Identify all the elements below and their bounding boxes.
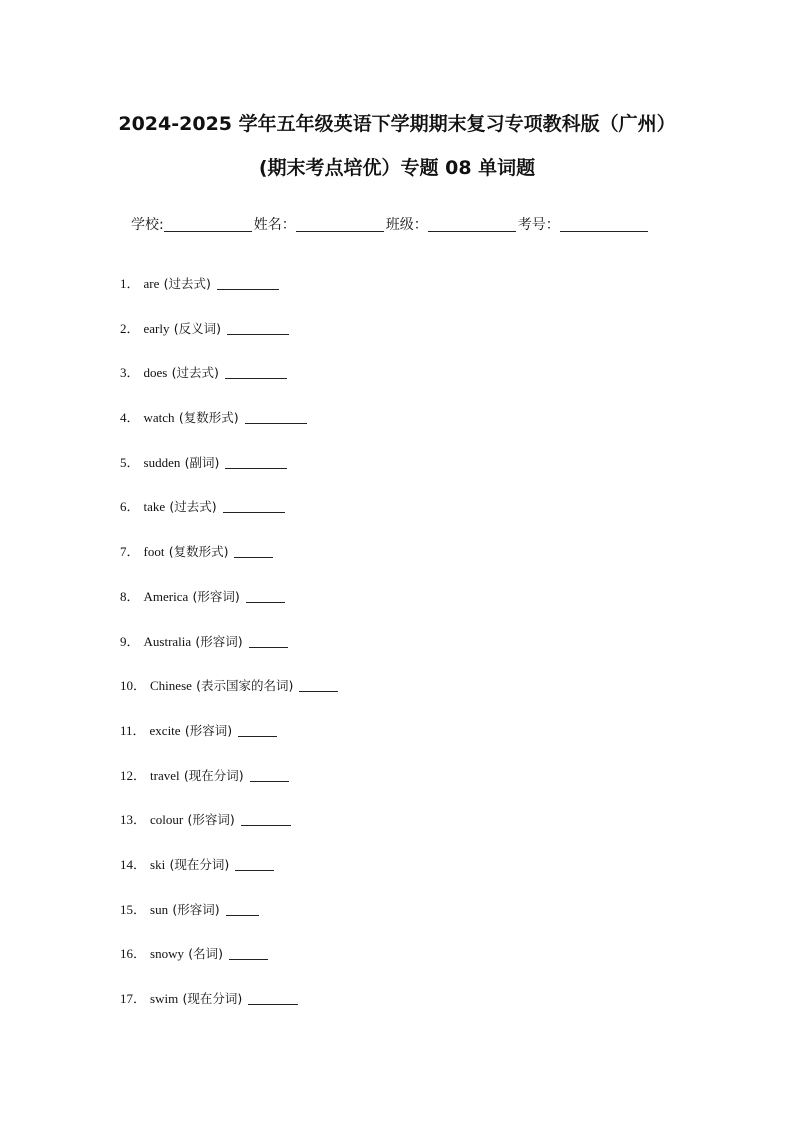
question-hint: (过去式) <box>171 365 219 381</box>
question-item <box>120 900 680 945</box>
question-number: 2． <box>120 320 140 336</box>
question-item <box>120 676 680 721</box>
info-label: 班级： <box>385 217 428 233</box>
question-word: ski <box>150 856 166 872</box>
answer-blank[interactable] <box>248 992 298 1005</box>
question-word: swim <box>150 991 179 1006</box>
question-number: 17． <box>120 991 147 1006</box>
question-item <box>120 810 680 855</box>
question-number: 1． <box>120 276 140 291</box>
question-number: 15． <box>120 901 147 917</box>
question-word: foot <box>143 544 165 560</box>
question-number: 8． <box>120 588 140 604</box>
answer-blank[interactable] <box>249 635 288 648</box>
question-item <box>120 363 680 408</box>
question-word: snowy <box>150 946 184 962</box>
question-word: sun <box>150 901 169 917</box>
answer-blank[interactable] <box>246 590 285 603</box>
answer-blank[interactable] <box>225 456 287 469</box>
question-hint: (现在分词) <box>169 856 230 872</box>
question-hint: (复数形式) <box>178 410 239 426</box>
name-blank[interactable] <box>296 217 384 232</box>
answer-blank[interactable] <box>229 947 268 960</box>
document-title <box>60 102 734 190</box>
answer-blank[interactable] <box>217 277 279 290</box>
answer-blank[interactable] <box>227 322 289 335</box>
question-list <box>120 274 680 1034</box>
student-info-row <box>131 214 691 234</box>
question-item <box>120 632 680 677</box>
question-word: Australia <box>143 633 192 649</box>
class-blank[interactable] <box>428 217 516 232</box>
answer-blank[interactable] <box>299 679 338 692</box>
question-item <box>120 721 680 766</box>
question-number: 12． <box>120 767 147 783</box>
question-word: sudden <box>143 454 181 470</box>
question-item <box>120 542 680 587</box>
question-word: watch <box>143 410 175 426</box>
question-hint: (形容词) <box>192 588 240 604</box>
question-hint: (形容词) <box>187 812 235 828</box>
question-hint: (现在分词) <box>182 991 243 1006</box>
question-hint: (形容词) <box>195 633 243 649</box>
question-number: 9． <box>120 633 140 649</box>
question-item <box>120 408 680 453</box>
question-number: 4． <box>120 410 140 426</box>
title-line-1: 2024-2025 学年五年级英语下学期期末复习专项教科版（广州） <box>118 113 676 135</box>
answer-blank[interactable] <box>245 411 307 424</box>
question-word: early <box>143 320 170 336</box>
question-number: 5． <box>120 454 140 470</box>
question-hint: (表示国家的名词) <box>196 678 294 694</box>
question-item <box>120 319 680 364</box>
info-field-name <box>254 214 386 234</box>
question-hint: (名词) <box>188 946 223 962</box>
question-hint: (形容词) <box>184 722 233 738</box>
question-hint: (复数形式) <box>168 544 229 560</box>
info-field-exam-number <box>518 214 650 234</box>
question-item <box>120 944 680 989</box>
info-label: 姓名： <box>253 217 296 233</box>
question-hint: (过去式) <box>163 276 211 291</box>
answer-blank[interactable] <box>225 366 287 379</box>
question-item <box>120 274 680 319</box>
info-label: 学校: <box>131 217 164 233</box>
answer-blank[interactable] <box>241 813 291 826</box>
question-word: are <box>143 276 160 291</box>
answer-blank[interactable] <box>250 769 289 782</box>
question-word: America <box>143 588 189 604</box>
question-item <box>120 855 680 900</box>
question-number: 10． <box>120 678 147 694</box>
answer-blank[interactable] <box>235 858 274 871</box>
answer-blank[interactable] <box>238 724 277 737</box>
answer-blank[interactable] <box>234 545 273 558</box>
question-item <box>120 766 680 811</box>
title-line-2: (期末考点培优）专题 08 单词题 <box>258 157 536 179</box>
question-hint: (现在分词) <box>183 767 244 783</box>
answer-blank[interactable] <box>226 903 259 916</box>
info-field-class <box>386 214 518 234</box>
question-number: 13． <box>120 812 147 828</box>
question-hint: (形容词) <box>172 901 220 917</box>
exam-number-blank[interactable] <box>560 217 648 232</box>
question-number: 6． <box>120 499 140 515</box>
question-word: colour <box>150 812 184 828</box>
question-number: 3． <box>120 365 140 381</box>
question-number: 16． <box>120 946 147 962</box>
info-label: 考号： <box>517 217 560 233</box>
question-item <box>120 497 680 542</box>
question-word: excite <box>149 722 181 738</box>
question-item <box>120 989 680 1034</box>
info-field-school <box>131 214 254 234</box>
question-hint: (过去式) <box>169 499 217 515</box>
question-word: does <box>143 365 168 381</box>
question-word: Chinese <box>150 678 192 694</box>
question-word: travel <box>150 767 180 783</box>
question-number: 14． <box>120 856 147 872</box>
question-item <box>120 587 680 632</box>
question-hint: (反义词) <box>173 320 222 336</box>
question-hint: (副词) <box>184 454 220 470</box>
question-item <box>120 453 680 498</box>
answer-blank[interactable] <box>223 500 285 513</box>
school-blank[interactable] <box>164 217 252 232</box>
question-number: 11． <box>120 722 146 738</box>
question-word: take <box>143 499 166 515</box>
question-number: 7． <box>120 544 140 560</box>
